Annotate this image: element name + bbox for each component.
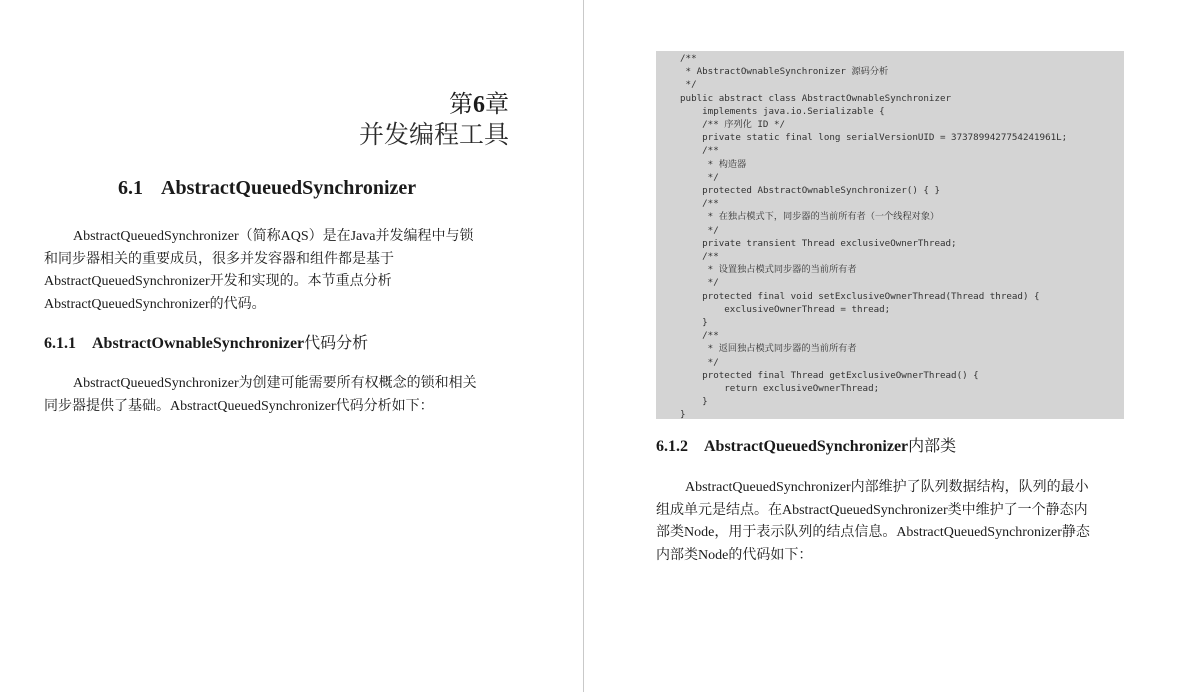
paragraph-line: 同步器提供了基础。AbstractQueuedSynchronizer代码分析如下： bbox=[44, 398, 434, 414]
right-page bbox=[584, 0, 1177, 692]
code-line: * 在独占模式下，同步器的当前所有者（一个线程对象） bbox=[680, 211, 940, 223]
code-line: } bbox=[680, 396, 708, 408]
subsection-paragraph bbox=[44, 373, 477, 418]
code-line: implements java.io.Serializable { bbox=[680, 105, 885, 117]
code-line: protected final void setExclusiveOwnerThread(Thread thread) { bbox=[680, 290, 1040, 302]
code-line: protected AbstractOwnableSynchronizer() { } bbox=[680, 185, 940, 196]
code-line: */ bbox=[680, 171, 719, 183]
code-line: private transient Thread exclusiveOwnerThread; bbox=[680, 237, 957, 249]
paragraph-line: 内部类Node的代码如下： bbox=[656, 547, 813, 563]
paragraph-line: AbstractQueuedSynchronizer内部维护了队列数据结构，队列的最小 bbox=[685, 480, 1089, 495]
chapter-title: 并发编程工具 bbox=[358, 120, 509, 149]
code-line: } bbox=[680, 317, 708, 328]
paragraph-line: 和同步器相关的重要成员，很多并发容器和组件都是基于 bbox=[44, 251, 394, 267]
code-line: */ bbox=[680, 356, 719, 368]
code-line: exclusiveOwnerThread = thread; bbox=[680, 303, 891, 315]
section-title: AbstractQueuedSynchronizer bbox=[161, 177, 417, 199]
code-line: * 构造器 bbox=[680, 158, 747, 170]
code-line: * AbstractOwnableSynchronizer 源码分析 bbox=[680, 66, 889, 78]
code-line: */ bbox=[680, 79, 697, 91]
code-line: /** bbox=[680, 53, 697, 64]
code-line: /** 序列化 ID */ bbox=[680, 119, 786, 130]
section-number: 6.1 bbox=[118, 177, 143, 199]
code-line: /** bbox=[680, 198, 719, 210]
subsection-title-en: AbstractQueuedSynchronizer bbox=[704, 438, 909, 455]
subsection-title-zh: 内部类 bbox=[908, 438, 957, 455]
left-page bbox=[0, 0, 583, 692]
subsection-heading bbox=[44, 333, 368, 355]
chapter-suffix: 章 bbox=[485, 90, 509, 118]
paragraph-line: AbstractQueuedSynchronizer（简称AQS）是在Java并发编程中与锁 bbox=[73, 229, 474, 244]
chapter-prefix: 第 bbox=[449, 90, 473, 118]
code-line: return exclusiveOwnerThread; bbox=[680, 383, 880, 394]
code-line: } bbox=[680, 409, 686, 421]
subsection-heading bbox=[656, 436, 956, 458]
code-line: public abstract class AbstractOwnableSynchronizer bbox=[680, 92, 952, 104]
code-line: /** bbox=[680, 330, 719, 342]
intro-paragraph bbox=[44, 226, 474, 316]
paragraph-line: 部类Node，用于表示队列的结点信息。AbstractQueuedSynchronizer静态 bbox=[656, 525, 1090, 540]
code-line: */ bbox=[680, 277, 719, 289]
paragraph-line: 组成单元是结点。在AbstractQueuedSynchronizer类中维护了一个静态内 bbox=[656, 502, 1088, 518]
code-block bbox=[656, 51, 1124, 419]
code-line: /** bbox=[680, 145, 719, 157]
paragraph-line: AbstractQueuedSynchronizer为创建可能需要所有权概念的锁和相关 bbox=[73, 376, 477, 391]
subsection-title-zh: 代码分析 bbox=[304, 335, 369, 352]
paragraph-line: AbstractQueuedSynchronizer的代码。 bbox=[44, 296, 266, 312]
subsection-number: 6.1.2 bbox=[656, 438, 688, 455]
chapter-number: 6 bbox=[473, 92, 485, 118]
subsection-title-en: AbstractOwnableSynchronizer bbox=[92, 335, 305, 352]
code-line: /** bbox=[680, 251, 719, 262]
subsection-number: 6.1.1 bbox=[44, 335, 76, 352]
code-line: protected final Thread getExclusiveOwnerThread() { bbox=[680, 369, 979, 381]
chapter-number-heading bbox=[449, 88, 509, 121]
code-line: * 返回独占模式同步器的当前所有者 bbox=[680, 343, 857, 355]
subsection-paragraph bbox=[656, 477, 1090, 567]
code-line: */ bbox=[680, 224, 719, 236]
paragraph-line: AbstractQueuedSynchronizer开发和实现的。本节重点分析 bbox=[44, 274, 392, 289]
code-line: * 设置独占模式同步器的当前所有者 bbox=[680, 264, 857, 276]
code-line: private static final long serialVersionUID = 3737899427754241961L; bbox=[680, 132, 1068, 144]
section-heading bbox=[118, 175, 416, 201]
